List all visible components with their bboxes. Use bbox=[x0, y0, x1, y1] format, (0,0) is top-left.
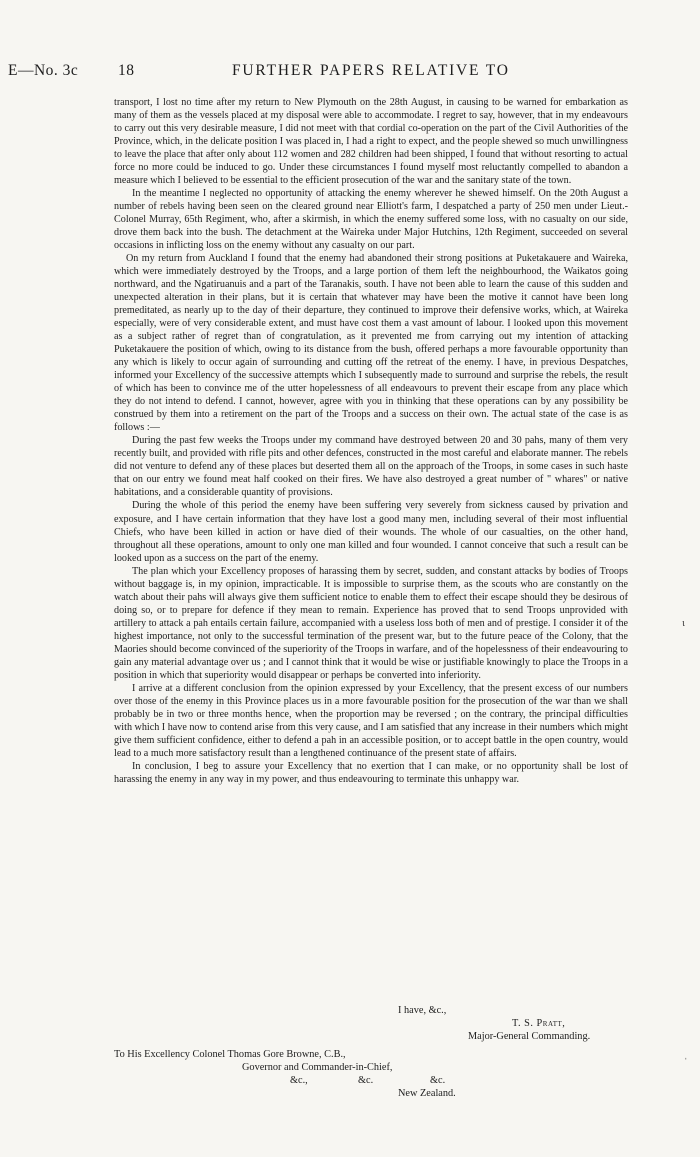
margin-mark: ˈ bbox=[684, 1056, 688, 1068]
paragraph-1: transport, I lost no time after my return to New Plymouth on the 28th August, in causing to be warned for embarkation as many of them as the vessels placed at my disposal were able to accommodate. I regret to say, however, that in my endeavours to carry out this very desirable measure, I did not meet with that cordial co-operation on the part of the Civil Authorities of the Province, which, in the delicate position I was placed in, I had a right to expect, and the people shewed so much unwillingness to leave the place that after only about 112 women and 282 children had been shipped, I found that without resorting to actual force no more could be induced to go. Under these circumstances I found myself most reluctantly compelled to abandon a measure which I believed to be essential to the efficient prosecution of the war and the sanitary state of the town. bbox=[114, 97, 628, 187]
paragraph-5: During the whole of this period the enemy have been suffering very severely from sickness caused by privation and exposure, and I have certain information that they have lost a good many men, including several of their most influential Chiefs, who have been killed in action or have died of their wounds. The whole of our casualties, on the other hand, throughout all these operations, amount to only one man killed and four wounded. I cannot conceive that such a result can be looked upon as a success on the part of the enemy. bbox=[114, 500, 628, 564]
addressee-etc-1: &c., bbox=[290, 1075, 308, 1086]
body-text bbox=[114, 96, 628, 786]
paragraph-2: In the meantime I neglected no opportunity of attacking the enemy wherever he shewed himself. On the 20th August a number of rebels having been seen on the cleared ground near Elliott's farm, I despatched a party of 250 men under Lieut.-Colonel Murray, 65th Regiment, who, after a skirmish, in which the enemy suffered some loss, with no casualty on our side, drove them back into the bush. The detachment at the Waireka under Major Hutchins, 12th Regiment, succeeded on several occasions in inflicting loss on the enemy without any casualty on our part. bbox=[114, 188, 628, 252]
page-number: 18 bbox=[118, 62, 135, 79]
page-header bbox=[0, 62, 700, 84]
paragraph-4: During the past few weeks the Troops under my command have destroyed between 20 and 30 pahs, many of them very recently built, and provided with rifle pits and other defences, constructed in the most careful and elaborate manner. The rebels did not venture to defend any of these places but deserted them all on the approach of the Troops, in some cases in such haste that on our entry we found meat half cooked on their fires. We have also destroyed a great number of " whares" or native habitations, and a considerable quantity of provisions. bbox=[114, 435, 628, 499]
paragraph-3: On my return from Auckland I found that the enemy had abandoned their strong positions at Puketakauere and Waireka, which were immediately destroyed by the Troops, and a large portion of them left the neighbourhood, the Waikatos going northward, and the Ngatiruanuis and a part of the Taranakis, south. I have not been able to learn the cause of this sudden and unexpected alteration in their plans, but it is certain that whatever may have been the motive it cannot have been long premeditated, as nearly up to the day of their departure, they continued to improve their defensive works, which, at Waireka especially, were of very considerable extent, and must have cost them a vast amount of labour. I looked upon this movement as a subject rather of regret than of congratulation, as it prevented me from carrying out my intention of attacking Puketakauere the position of which, owing to its distance from the bush, offered perhaps a more favourable opportunity than any which is likely to occur again of surrounding and cutting off the retreat of the enemy. I have, in previous Despatches, informed your Excellency of the successive attempts which I subsequently made to surround and surprise the rebels, the result of which has been to convince me of the utter hopelessness of all endeavours to prevent their escape from any place which they do not intend to defend. I cannot, however, agree with you in thinking that these operations can by any possibility be construed by them into a retirement on the part of the Troops and a success on their own. The actual state of the case is as follows :— bbox=[114, 253, 628, 434]
paragraph-7: I arrive at a different conclusion from the opinion expressed by your Excellency, that the present excess of our numbers over those of the enemy in this Province places us in a more favourable position for the prosecution of the war than we shall probably be in two or three months hence, when the proportion may be reversed ; on the contrary, the principal difficulties with which I have now to contend arise from this very cause, and I am satisfied that any increase in their numbers which might give them sufficient confidence, either to defend a pah in an accessible position, or to accept battle in the open country, would lead to a much more satisfactory result than a lengthened continuance of the present state of affairs. bbox=[114, 682, 628, 759]
valediction: I have, &c., bbox=[398, 1005, 447, 1016]
addressee-etc-3: &c. bbox=[430, 1075, 446, 1086]
signatory-name: T. S. Pratt, bbox=[512, 1018, 566, 1029]
running-title: FURTHER PAPERS RELATIVE TO bbox=[232, 62, 510, 79]
addressee-line-2: Governor and Commander-in-Chief, bbox=[242, 1062, 393, 1073]
signatory-rank: Major-General Commanding. bbox=[468, 1031, 591, 1042]
addressee-line-4: New Zealand. bbox=[398, 1088, 456, 1099]
document-reference: E—No. 3c bbox=[8, 62, 79, 79]
paragraph-8: In conclusion, I beg to assure your Excellency that no exertion that I can make, or no opportunity shall be lost of harassing the enemy in any way in my power, and thus endeavouring to terminate this unhappy war. bbox=[114, 760, 628, 785]
addressee-line-1: To His Excellency Colonel Thomas Gore Browne, C.B., bbox=[114, 1049, 346, 1060]
margin-mark: ɩ bbox=[682, 617, 685, 629]
addressee-etc-2: &c. bbox=[358, 1075, 374, 1086]
paragraph-6: The plan which your Excellency proposes of harassing them by secret, sudden, and constant attacks by bodies of Troops without baggage is, in my opinion, impracticable. It is impossible to surprise them, as the scouts who are constantly on the watch about their pahs will always give them sufficient notice to enable them to effect their escape should they be desirous of doing so, or to prepare for defence if they mean to remain. Experience has proved that to send Troops unprovided with artillery to attack a pah entails certain failure, accompanied with a useless loss both of men and of prestige. I consider it of the highest importance, not only to the successful termination of the present war, but to the future peace of the Colony, that the Maories should become convinced of the superiority of the Troops in warfare, and of the hopelessness of their endeavouring to gain any material advantage over us ; and I cannot think that it would be wise or justifiable knowingly to place the Troops in a position in which that superiority would disappear or perhaps be converted into inferiority. bbox=[114, 565, 628, 681]
